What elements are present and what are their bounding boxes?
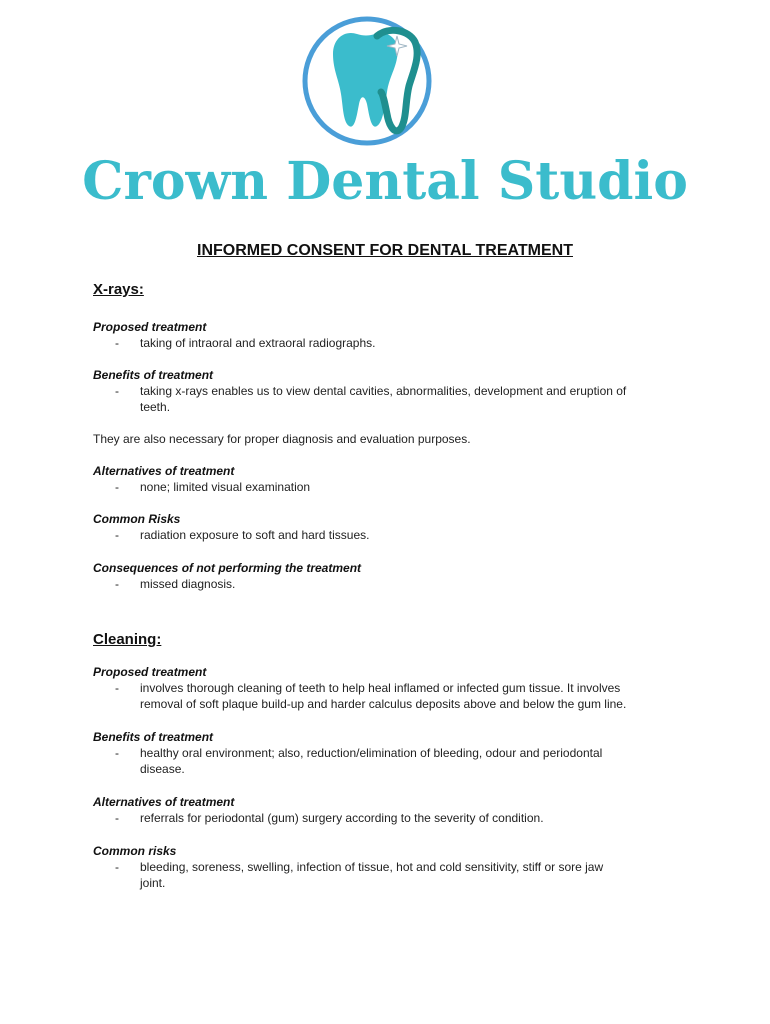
benefits-label: Benefits of treatment — [93, 730, 214, 744]
section-heading: X-rays: — [93, 281, 144, 298]
benefits-item: - healthy oral environment; also, reduction/elimination of bleeding, odour and periodontal disease. — [115, 746, 603, 776]
risks-item: - radiation exposure to soft and hard tissues. — [115, 528, 370, 542]
risks-item: - bleeding, soreness, swelling, infection of tissue, hot and cold sensitivity, stiff or sore jaw joint. — [115, 860, 604, 890]
consequences-item: - missed diagnosis. — [115, 577, 236, 591]
consequences-label: Consequences of not performing the treatment — [93, 561, 362, 575]
alternatives-label: Alternatives of treatment — [93, 464, 235, 478]
section-heading: Cleaning: — [93, 631, 162, 648]
consent-content — [93, 280, 693, 891]
risks-label: Common Risks — [93, 512, 181, 526]
section-cleaning — [93, 630, 693, 891]
alternatives-label: Alternatives of treatment — [93, 795, 235, 809]
benefits-item: - taking x-rays enables us to view dental cavities, abnormalities, development and eruption of teeth. — [115, 384, 627, 414]
section-xrays — [93, 280, 693, 592]
tooth-icon — [285, 14, 460, 149]
alternatives-item: - referrals for periodontal (gum) surgery according to the severity of condition. — [115, 811, 544, 825]
clinic-name: Crown Dental Studio — [82, 151, 688, 212]
benefits-label: Benefits of treatment — [93, 368, 214, 382]
proposed-treatment-label: Proposed treatment — [93, 665, 207, 679]
alternatives-item: - none; limited visual examination — [115, 480, 311, 494]
document-title: INFORMED CONSENT FOR DENTAL TREATMENT — [197, 242, 573, 259]
risks-label: Common risks — [93, 844, 177, 858]
proposed-treatment-item: - taking of intraoral and extraoral radiographs. — [115, 336, 376, 350]
proposed-treatment-label: Proposed treatment — [93, 320, 207, 334]
xrays-note: They are also necessary for proper diagnosis and evaluation purposes. — [93, 432, 471, 446]
clinic-logo — [0, 14, 770, 214]
proposed-treatment-item: - involves thorough cleaning of teeth to help heal inflamed or infected gum tissue. It involves removal of soft plaque build-up and harder calculus deposits above and below the gum line. — [115, 681, 627, 711]
